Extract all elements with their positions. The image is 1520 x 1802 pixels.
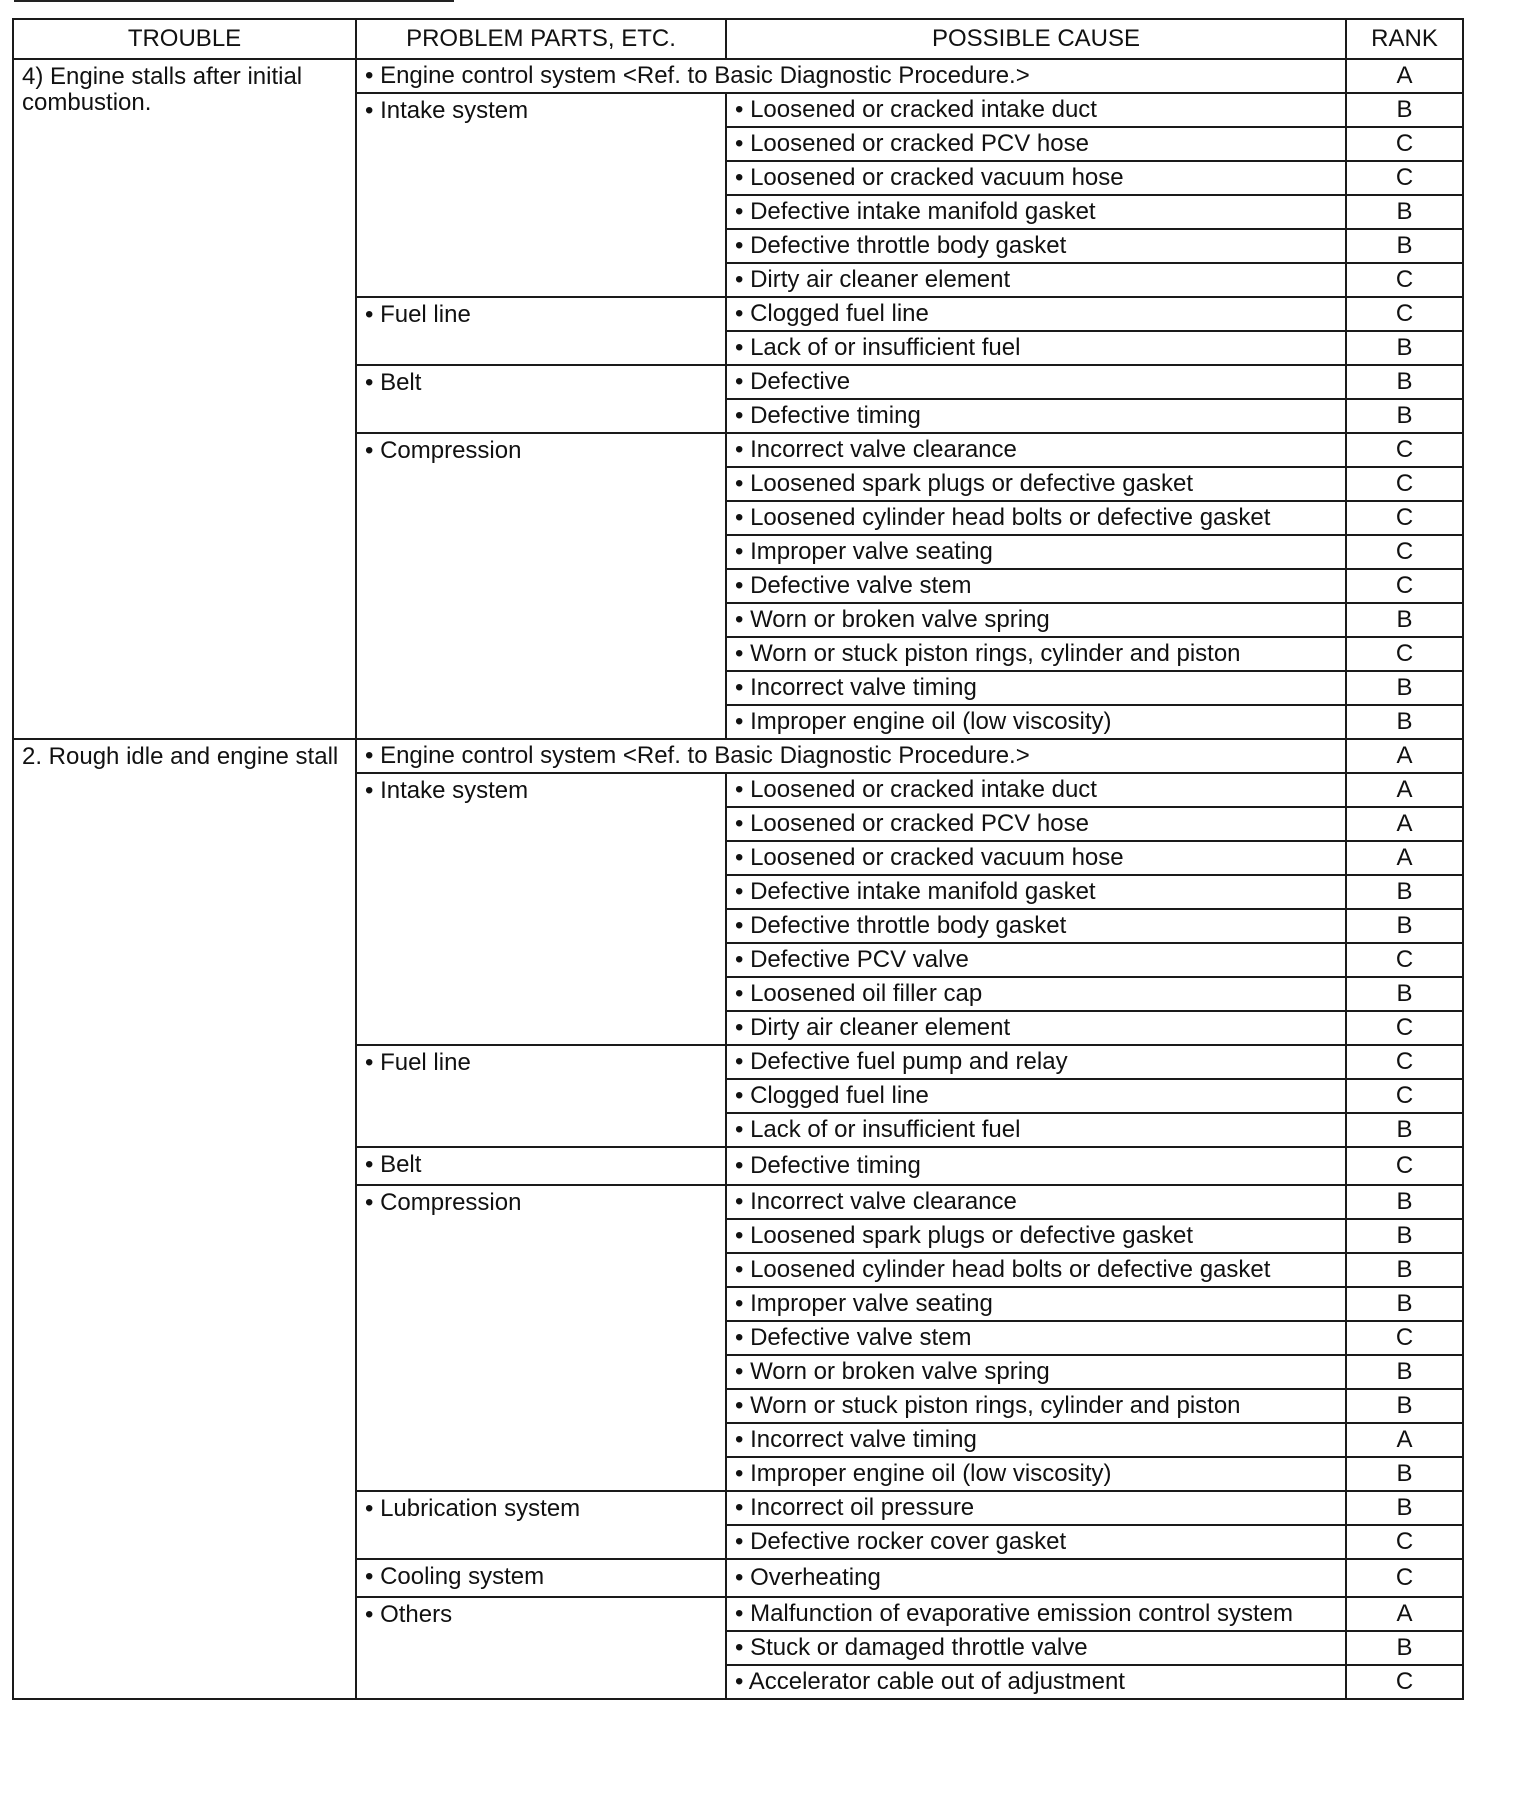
possible-cause-cell: • Defective valve stem — [726, 1321, 1346, 1355]
possible-cause-cell: • Lack of or insufficient fuel — [726, 331, 1346, 365]
possible-cause-cell: • Loosened or cracked vacuum hose — [726, 841, 1346, 875]
possible-cause-cell: • Loosened cylinder head bolts or defective gasket — [726, 501, 1346, 535]
rank-cell: C — [1346, 127, 1463, 161]
possible-cause-cell: • Incorrect valve timing — [726, 671, 1346, 705]
problem-part-cell: • Fuel line — [356, 1045, 726, 1147]
possible-cause-cell: • Improper engine oil (low viscosity) — [726, 1457, 1346, 1491]
rank-cell: B — [1346, 365, 1463, 399]
rank-cell: B — [1346, 1113, 1463, 1147]
rank-cell: C — [1346, 1665, 1463, 1699]
possible-cause-cell: • Worn or broken valve spring — [726, 1355, 1346, 1389]
problem-part-cell: • Compression — [356, 433, 726, 739]
trouble-table — [12, 18, 1464, 1700]
possible-cause-cell: • Clogged fuel line — [726, 297, 1346, 331]
rank-cell: A — [1346, 773, 1463, 807]
possible-cause-cell: • Overheating — [726, 1559, 1346, 1597]
possible-cause-cell: • Defective throttle body gasket — [726, 229, 1346, 263]
possible-cause-cell: • Defective intake manifold gasket — [726, 195, 1346, 229]
possible-cause-cell: • Defective timing — [726, 1147, 1346, 1185]
possible-cause-cell: • Defective timing — [726, 399, 1346, 433]
possible-cause-cell: • Clogged fuel line — [726, 1079, 1346, 1113]
possible-cause-cell: • Loosened oil filler cap — [726, 977, 1346, 1011]
problem-part-cell: • Lubrication system — [356, 1491, 726, 1559]
rank-cell: B — [1346, 93, 1463, 127]
possible-cause-cell: • Worn or stuck piston rings, cylinder and piston — [726, 637, 1346, 671]
problem-part-cell: • Belt — [356, 1147, 726, 1185]
possible-cause-cell: • Incorrect valve clearance — [726, 1185, 1346, 1219]
rank-cell: B — [1346, 977, 1463, 1011]
possible-cause-cell: • Worn or stuck piston rings, cylinder and piston — [726, 1389, 1346, 1423]
rank-cell: B — [1346, 1457, 1463, 1491]
rank-cell: A — [1346, 59, 1463, 93]
rank-cell: C — [1346, 943, 1463, 977]
rank-cell: B — [1346, 875, 1463, 909]
rank-cell: C — [1346, 1321, 1463, 1355]
possible-cause-cell: • Loosened or cracked intake duct — [726, 773, 1346, 807]
rank-cell: A — [1346, 739, 1463, 773]
rank-cell: B — [1346, 1631, 1463, 1665]
rank-cell: C — [1346, 161, 1463, 195]
possible-cause-cell: • Stuck or damaged throttle valve — [726, 1631, 1346, 1665]
top-rule — [14, 0, 454, 2]
table-row — [13, 59, 1463, 93]
possible-cause-cell: • Incorrect valve clearance — [726, 433, 1346, 467]
problem-part-cell: • Belt — [356, 365, 726, 433]
problem-part-cell: • Compression — [356, 1185, 726, 1491]
rank-cell: C — [1346, 433, 1463, 467]
rank-cell: C — [1346, 1525, 1463, 1559]
possible-cause-cell: • Loosened spark plugs or defective gasket — [726, 467, 1346, 501]
possible-cause-cell: • Improper valve seating — [726, 535, 1346, 569]
rank-cell: B — [1346, 1219, 1463, 1253]
rank-cell: B — [1346, 1355, 1463, 1389]
rank-cell: C — [1346, 1079, 1463, 1113]
rank-cell: C — [1346, 297, 1463, 331]
problem-part-cell: • Fuel line — [356, 297, 726, 365]
header-trouble: TROUBLE — [13, 19, 356, 59]
rank-cell: B — [1346, 603, 1463, 637]
rank-cell: B — [1346, 1491, 1463, 1525]
rank-cell: C — [1346, 569, 1463, 603]
possible-cause-cell: • Defective intake manifold gasket — [726, 875, 1346, 909]
rank-cell: C — [1346, 1045, 1463, 1079]
rank-cell: A — [1346, 1423, 1463, 1457]
possible-cause-cell: • Dirty air cleaner element — [726, 263, 1346, 297]
possible-cause-cell: • Worn or broken valve spring — [726, 603, 1346, 637]
rank-cell: C — [1346, 1011, 1463, 1045]
rank-cell: B — [1346, 331, 1463, 365]
header-rank: RANK — [1346, 19, 1463, 59]
rank-cell: C — [1346, 1147, 1463, 1185]
rank-cell: C — [1346, 637, 1463, 671]
possible-cause-cell: • Defective — [726, 365, 1346, 399]
possible-cause-cell: • Improper valve seating — [726, 1287, 1346, 1321]
header-problem-parts: PROBLEM PARTS, ETC. — [356, 19, 726, 59]
rank-cell: B — [1346, 399, 1463, 433]
possible-cause-cell: • Defective fuel pump and relay — [726, 1045, 1346, 1079]
possible-cause-cell: • Dirty air cleaner element — [726, 1011, 1346, 1045]
rank-cell: C — [1346, 1559, 1463, 1597]
rank-cell: B — [1346, 1389, 1463, 1423]
rank-cell: C — [1346, 467, 1463, 501]
possible-cause-cell: • Loosened spark plugs or defective gasket — [726, 1219, 1346, 1253]
possible-cause-cell: • Loosened cylinder head bolts or defective gasket — [726, 1253, 1346, 1287]
possible-cause-cell: • Accelerator cable out of adjustment — [726, 1665, 1346, 1699]
table-body — [13, 59, 1463, 1699]
header-row — [13, 19, 1463, 59]
rank-cell: A — [1346, 841, 1463, 875]
rank-cell: C — [1346, 263, 1463, 297]
rank-cell: B — [1346, 195, 1463, 229]
possible-cause-cell: • Loosened or cracked intake duct — [726, 93, 1346, 127]
possible-cause-cell: • Lack of or insufficient fuel — [726, 1113, 1346, 1147]
possible-cause-cell: • Improper engine oil (low viscosity) — [726, 705, 1346, 739]
rank-cell: B — [1346, 705, 1463, 739]
possible-cause-cell: • Incorrect oil pressure — [726, 1491, 1346, 1525]
problem-part-cell: • Intake system — [356, 773, 726, 1045]
possible-cause-cell: • Defective PCV valve — [726, 943, 1346, 977]
rank-cell: B — [1346, 1185, 1463, 1219]
possible-cause-cell: • Loosened or cracked PCV hose — [726, 127, 1346, 161]
problem-part-cell: • Intake system — [356, 93, 726, 297]
rank-cell: A — [1346, 1597, 1463, 1631]
rank-cell: B — [1346, 1287, 1463, 1321]
rank-cell: C — [1346, 535, 1463, 569]
possible-cause-cell: • Defective rocker cover gasket — [726, 1525, 1346, 1559]
header-possible-cause: POSSIBLE CAUSE — [726, 19, 1346, 59]
rank-cell: B — [1346, 909, 1463, 943]
possible-cause-cell: • Malfunction of evaporative emission control system — [726, 1597, 1346, 1631]
trouble-cell: 2. Rough idle and engine stall — [13, 739, 356, 1699]
reference-cell: • Engine control system <Ref. to Basic Diagnostic Procedure.> — [356, 59, 1346, 93]
table-header — [13, 19, 1463, 59]
possible-cause-cell: • Loosened or cracked vacuum hose — [726, 161, 1346, 195]
rank-cell: B — [1346, 229, 1463, 263]
possible-cause-cell: • Incorrect valve timing — [726, 1423, 1346, 1457]
rank-cell: B — [1346, 1253, 1463, 1287]
possible-cause-cell: • Defective valve stem — [726, 569, 1346, 603]
problem-part-cell: • Cooling system — [356, 1559, 726, 1597]
reference-cell: • Engine control system <Ref. to Basic Diagnostic Procedure.> — [356, 739, 1346, 773]
problem-part-cell: • Others — [356, 1597, 726, 1699]
rank-cell: C — [1346, 501, 1463, 535]
rank-cell: A — [1346, 807, 1463, 841]
possible-cause-cell: • Defective throttle body gasket — [726, 909, 1346, 943]
trouble-cell: 4) Engine stalls after initial combustion. — [13, 59, 356, 739]
table-row — [13, 739, 1463, 773]
possible-cause-cell: • Loosened or cracked PCV hose — [726, 807, 1346, 841]
rank-cell: B — [1346, 671, 1463, 705]
